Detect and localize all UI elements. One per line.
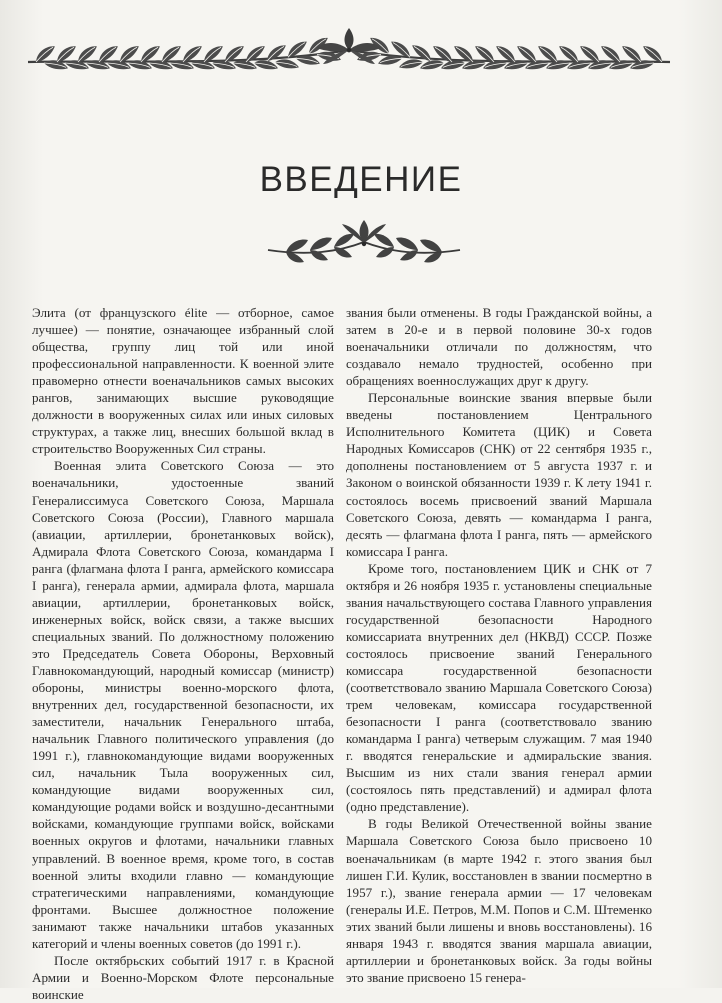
paragraph: Военная элита Советского Союза — это военачальники, удостоенные званий Генералиссимуса Советского Союза, Маршала Советского Союза (России), Главного маршала (авиации, артиллерии, бронетанковых войск), Адмирала Флота Советского Союза, командарма I ранга (флагмана флота I ранга, армейского комиссара I ранга), генерала армии, адмирала флота, маршала авиации, артиллерии, бронетанковых войск, инженерных войск, войск связи, а также высших специальных званий. По должностному положению это Председатель Совета Обороны, Верховный Главнокомандующий, народный комиссар (министр) обороны, министры военно-морского флота, внутренних дел, государственной безопасности, их заместители, начальник Генерального штаба, начальник Главного политического управления (до 1991 г.), главнокомандующие видами вооруженных сил, начальник Тыла вооруженных сил, командующие видами вооруженных сил, командующие родами войск и воздушно-десантными войсками, командующие группами войск, войсками военных округов и флотами, начальники главных управлений. В военное время, кроме того, в состав военной элиты входили главно — командующие стратегическими направлениями, командующие фронтами. Высшее должностное положение занимают также начальники штабов указанных категорий и члены военных советов (до 1991 г.). bbox=[32, 458, 334, 951]
paragraph: После октябрьских событий 1917 г. в Красной Армии и Военно-Морском Флоте персональные воинские bbox=[32, 952, 334, 1002]
laurel-garland-icon bbox=[22, 22, 676, 80]
left-column bbox=[32, 304, 334, 1003]
paragraph: Элита (от французского élite — отборное, самое лучшее) — понятие, означающее избранный слой общества, группу лиц той или иной профессиональной направленности. К военной элите правомерно отнести военачальников самых высоких рангов, занимающих высшие руководящие должности в вооруженных силах или иных силовых структурах, а также лиц, внесших большой вклад в строительство Вооруженных Сил страны. bbox=[32, 305, 334, 457]
right-column bbox=[346, 304, 652, 986]
paragraph: Персональные воинские звания впервые были введены постановлением Центрального Исполнительного Комитета (ЦИК) и Совета Народных Комиссаров (СНК) от 22 сентября 1935 г., дополнены постановлением от 5 августа 1937 г. и Законом о воинской обязанности 1939 г. К лету 1941 г. состоялось восемь присвоений званий Маршала Советского Союза, девять — командарма I ранга, десять — флагмана флота I ранга, пять — армейского комиссара I ранга. bbox=[346, 390, 652, 559]
paragraph: Кроме того, постановлением ЦИК и СНК от 7 октября и 26 ноября 1935 г. установлены специальные звания начальствующего состава Главного управления государственной безопасности Народного комиссариата внутренних дел (НКВД) СССР. Позже состоялось присвоение званий Генерального комиссара государственной безопасности (соответствовало званию Маршала Советского Союза) трем человекам, комиссара государственной безопасности I ранга (соответствовало званию командарма I ранга) четверым служащим. 7 мая 1940 г. вводятся генеральские и адмиральские звания. Высшим из них стали звания генерал армии (состоялось пять представлений) и адмирал флота (одно представление). bbox=[346, 560, 652, 815]
laurel-branch-icon bbox=[258, 216, 470, 268]
paragraph: звания были отменены. В годы Гражданской войны, а затем в 20-е и в первой половине 30-х годов военачальники отличали по должностям, что создавало немало трудностей, особенно при обращениях военнослужащих друг к другу. bbox=[346, 305, 652, 389]
paragraph: В годы Великой Отечественной войны звание Маршала Советского Союза было присвоено 10 военачальникам (в марте 1942 г. этого звания был лишен Г.И. Кулик, восстановлен в звании посмертно в 1957 г.), звание генерала армии — 17 человекам (генералы И.Е. Петров, М.М. Попов и С.М. Штеменко этих званий были лишены и вновь восстановлены). 16 января 1943 г. вводятся звания маршала авиации, артиллерии и бронетанковых войск. За годы войны это звание присвоено 15 генера- bbox=[346, 816, 652, 985]
page-title: ВВЕДЕНИЕ bbox=[259, 160, 463, 199]
